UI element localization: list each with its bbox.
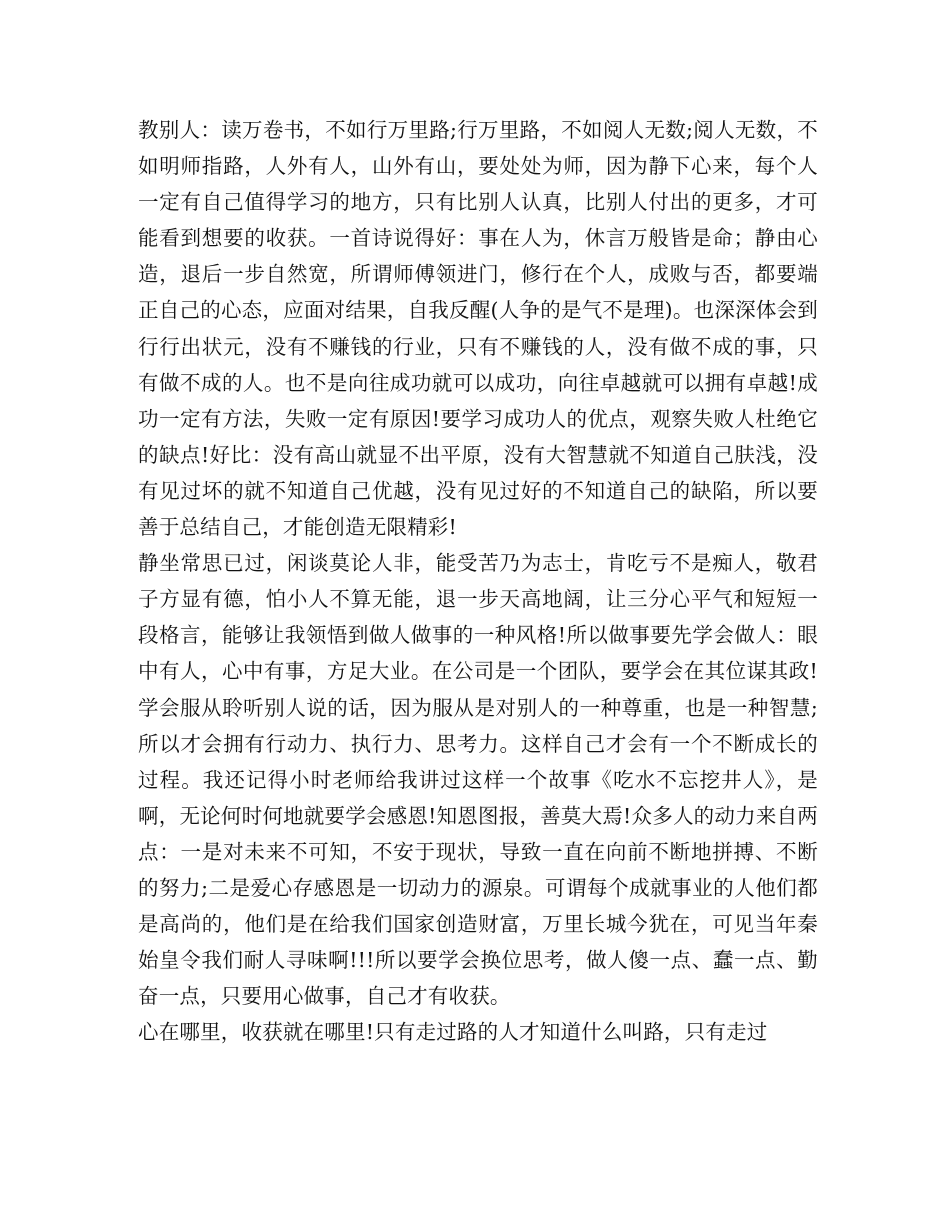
paragraph-2: 静坐常思已过，闲谈莫论人非，能受苦乃为志士，肯吃亏不是痴人，敬君子方显有德，怕小人不算无能，退一步天高地阔，让三分心平气和短短一段格言，能够让我领悟到做人做事的一种风格!所以做事要先学会做人：眼中有人，心中有事，方足大业。在公司是一个团队，要学会在其位谋其政!学会服从聆听别人说的话，因为服从是对别人的一种尊重，也是一种智慧;所以才会拥有行动力、执行力、思考力。这样自己才会有一个不断成长的过程。我还记得小时老师给我讲过这样一个故事《吃水不忘挖井人》，是啊，无论何时何地就要学会感恩!知恩图报，善莫大焉!众多人的动力来自两点：一是对未来不可知，不安于现状，导致一直在向前不断地拼搏、不断的努力;二是爱心存感恩是一切动力的源泉。可谓每个成就事业的人他们都是高尚的，他们是在给我们国家创造财富，万里长城今犹在，可见当年秦始皇令我们耐人寻味啊!!!所以要学会换位思考，做人傻一点、蠢一点、勤奋一点，只要用心做事，自己才有收获。 bbox=[138, 551, 818, 1009]
paragraph-3: 心在哪里，收获就在哪里!只有走过路的人才知道什么叫路，只有走过 bbox=[138, 1020, 768, 1045]
document-body bbox=[138, 112, 818, 1050]
paragraph-1: 教别人：读万卷书，不如行万里路;行万里路，不如阅人无数;阅人无数，不如明师指路，人外有人，山外有山，要处处为师，因为静下心来，每个人一定有自己值得学习的地方，只有比别人认真，比别人付出的更多，才可能看到想要的收获。一首诗说得好：事在人为，休言万般皆是命；静由心造，退后一步自然宽，所谓师傅领进门，修行在个人，成败与否，都要端正自己的心态，应面对结果，自我反醒(人争的是气不是理)。也深深体会到行行出状元，没有不赚钱的行业，只有不赚钱的人，没有做不成的事，只有做不成的人。也不是向往成功就可以成功，向往卓越就可以拥有卓越!成功一定有方法，失败一定有原因!要学习成功人的优点，观察失败人杜绝它的缺点!好比：没有高山就显不出平原，没有大智慧就不知道自己肤浅，没有见过坏的就不知道自己优越，没有见过好的不知道自己的缺陷，所以要善于总结自己，才能创造无限精彩! bbox=[138, 118, 818, 540]
